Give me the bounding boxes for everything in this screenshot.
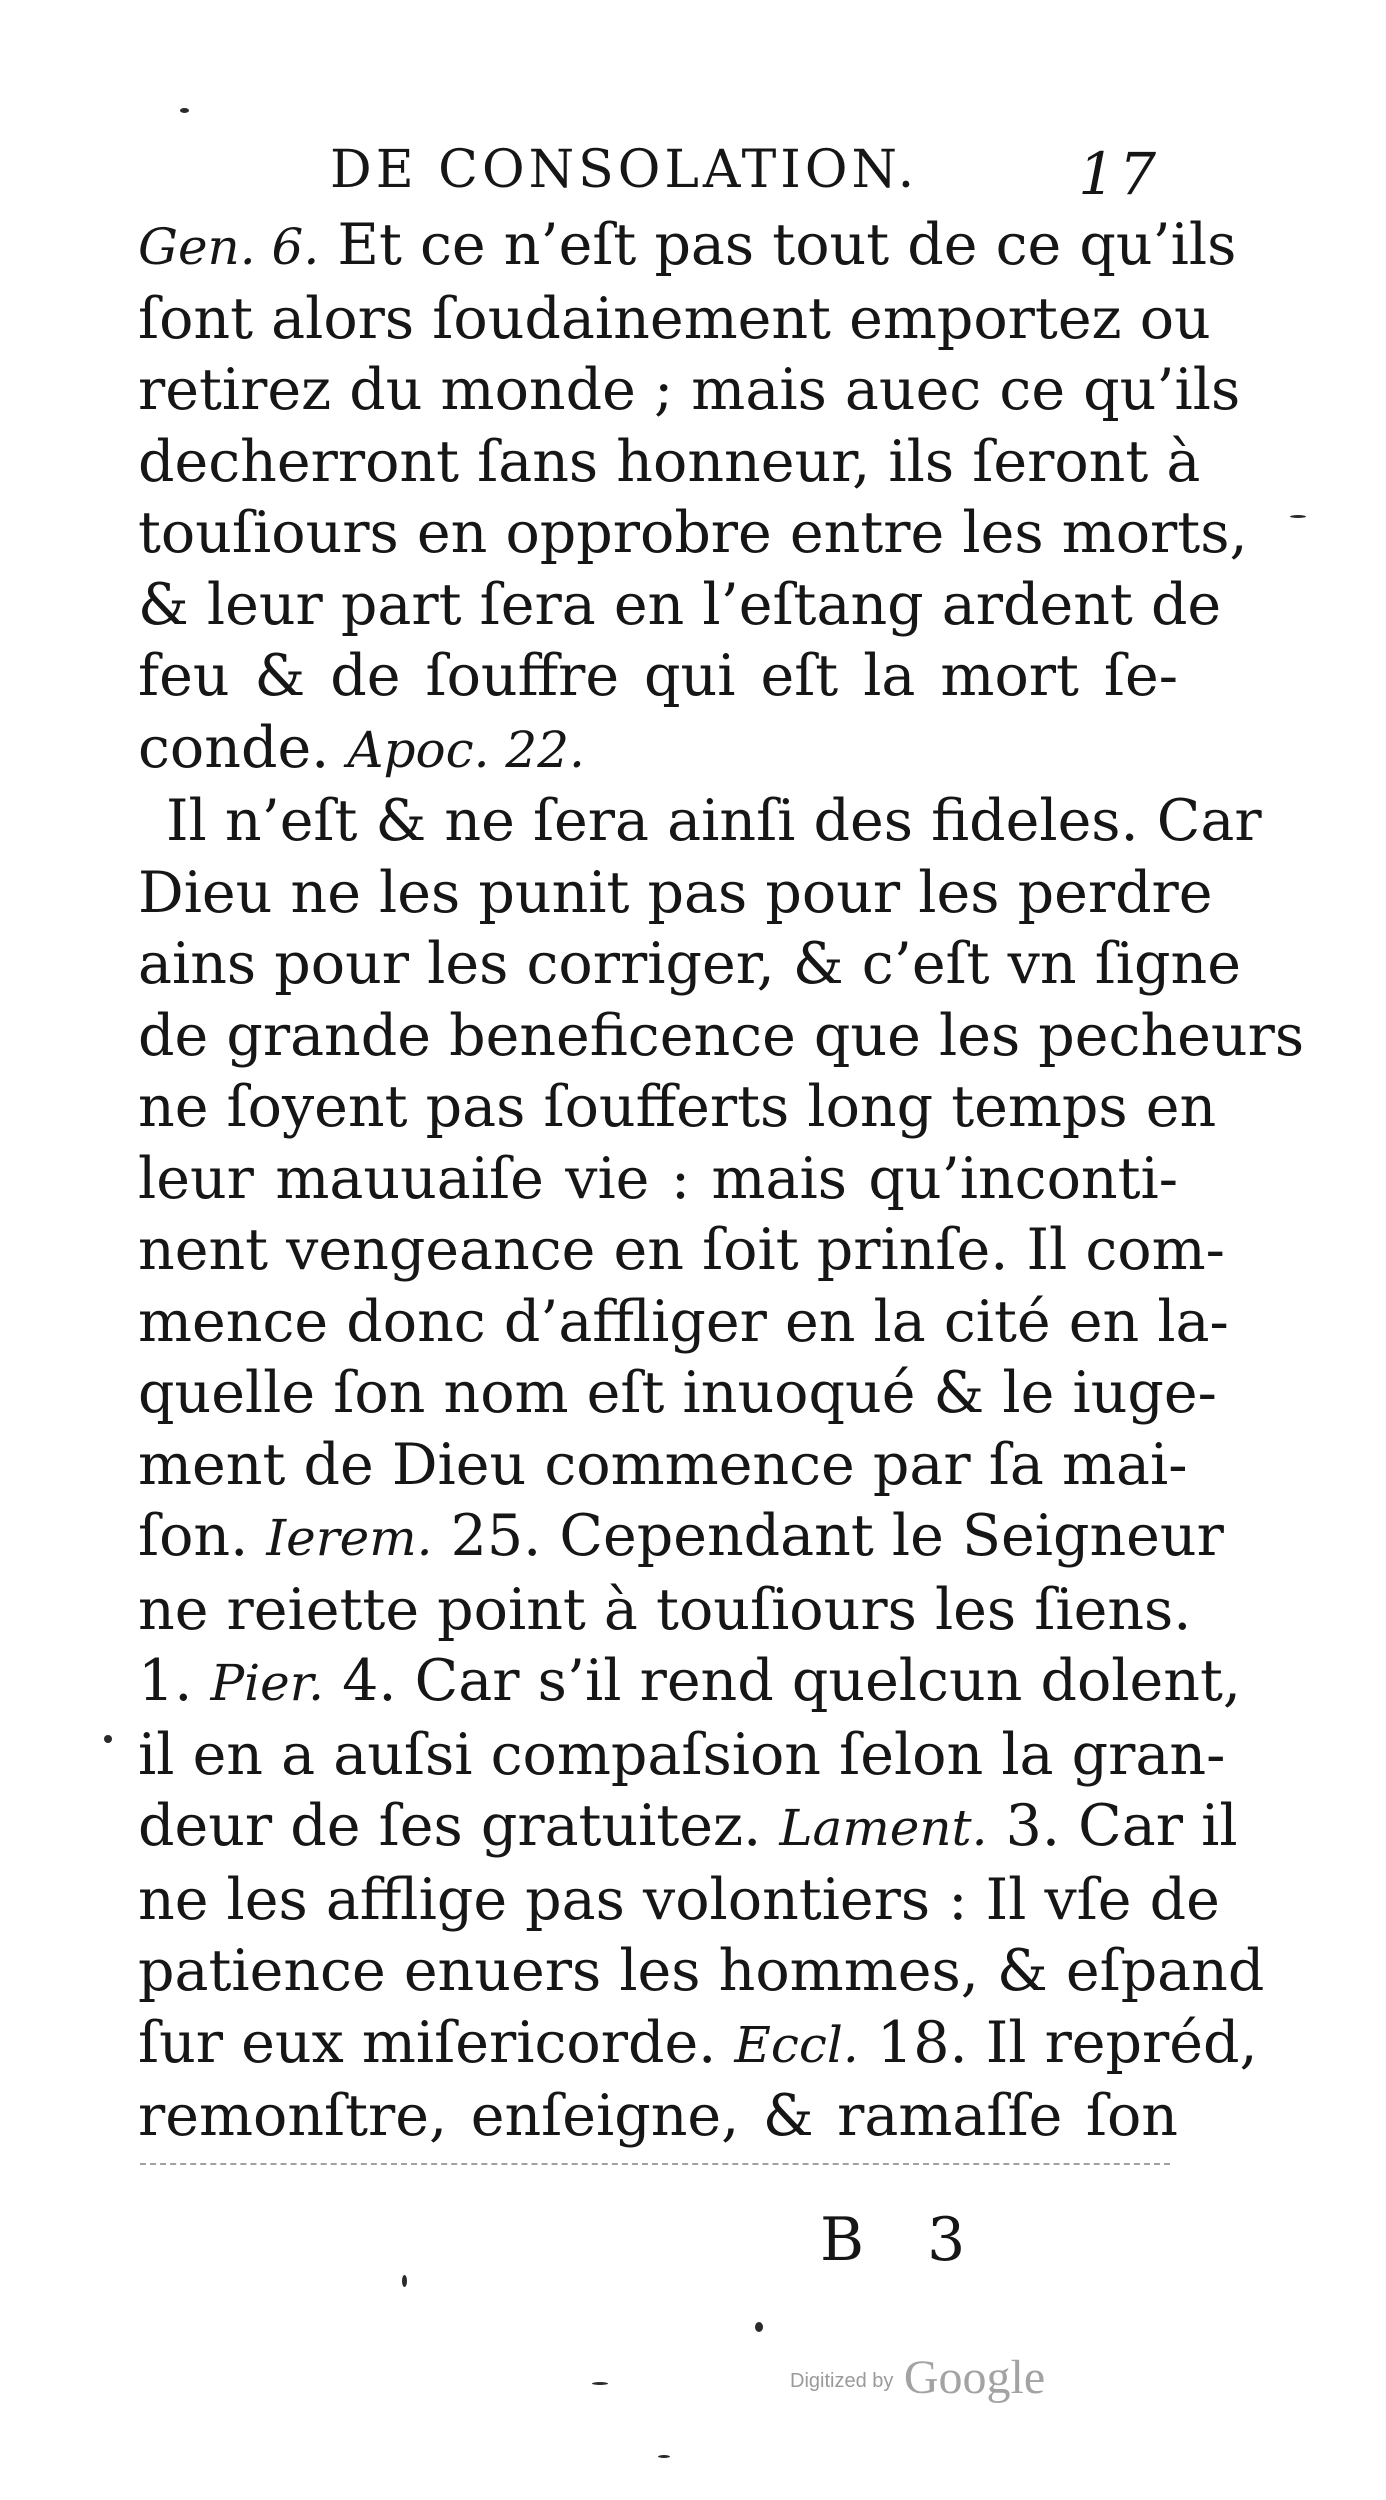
- text-line: leur mauuaiſe vie : mais qu’inconti-: [138, 1145, 1178, 1212]
- text-line: Dieu ne les punit pas pour les perdre: [138, 859, 1213, 926]
- text-line: ne ſoyent pas ſoufferts long temps en: [138, 1074, 1217, 1140]
- ink-speck: [755, 2322, 763, 2332]
- page-number: 17: [1078, 140, 1160, 208]
- page-header-title: DE CONSOLATION.: [330, 140, 919, 200]
- text-line: touſiours en opprobre entre les morts,: [138, 500, 1248, 566]
- ink-speck: [402, 2275, 407, 2287]
- text-line: ſont alors ſoudainement emportez ou: [138, 285, 1211, 352]
- ink-speck: [104, 1735, 112, 1743]
- text-line: mence donc d’affliger en la cité en la-: [138, 1288, 1229, 1355]
- text-line: il en a auſsi compaſsion ſelon la gran-: [138, 1721, 1226, 1788]
- signature-mark: B 3: [820, 2205, 988, 2275]
- text-line: Gen. 6. Et ce n’eſt pas tout de ce qu’ils: [138, 212, 1237, 278]
- running-head: [330, 140, 1160, 208]
- ink-speck: [1290, 515, 1306, 518]
- text-line: & leur part ſera en l’eſtang ardent de: [138, 571, 1222, 638]
- google-logo: Google: [903, 2351, 1046, 2404]
- ink-speck: [180, 108, 189, 113]
- text-line: 1. Pier. 4. Car s’il rend quelcun dolent,: [138, 1648, 1242, 1714]
- text-line: deur de ſes gratuitez. Lament. 3. Car il: [138, 1793, 1238, 1859]
- text-line: feu & de ſouffre qui eſt la mort ſe-: [138, 643, 1178, 709]
- ink-speck: [592, 2382, 608, 2385]
- text-line: nent vengeance en ſoit prinſe. Il com-: [138, 1217, 1225, 1283]
- digitized-watermark: [790, 2350, 1045, 2405]
- watermark-prefix: Digitized by: [790, 2370, 894, 2392]
- text-line: quelle ſon nom eſt inuoqué & le iuge-: [138, 1360, 1217, 1426]
- text-line: conde. Apoc. 22.: [138, 714, 585, 781]
- text-line: de grande beneficence que les pecheurs: [138, 1002, 1305, 1069]
- bottom-rule: [140, 2163, 1170, 2165]
- text-line: remonſtre, enſeigne, & ramaſſe ſon: [138, 2083, 1178, 2149]
- text-line: Il n’eſt & ne ſera ainſi des fideles. Car: [166, 788, 1262, 854]
- text-line: ains pour les corriger, & c’eſt vn ſigne: [138, 931, 1241, 997]
- text-line: ſur eux miſericorde. Eccl. 18. Il repréd,: [138, 2009, 1258, 2076]
- body-text: [138, 210, 1305, 2153]
- text-line: ne reiette point à touſiours les ſiens.: [138, 1576, 1192, 1643]
- text-line: retirez du monde ; mais auec ce qu’ils: [138, 357, 1241, 423]
- text-line: ne les afflige pas volontiers : Il vſe de: [138, 1866, 1220, 1933]
- ink-speck: [658, 2455, 670, 2458]
- text-line: patience enuers les hommes, & eſpand: [138, 1938, 1265, 2004]
- text-line: decherront ſans honneur, ils ſeront à: [138, 428, 1201, 495]
- text-line: ment de Dieu commence par ſa mai-: [138, 1431, 1188, 1498]
- text-line: ſon. Ierem. 25. Cependant le Seigneur: [138, 1503, 1224, 1569]
